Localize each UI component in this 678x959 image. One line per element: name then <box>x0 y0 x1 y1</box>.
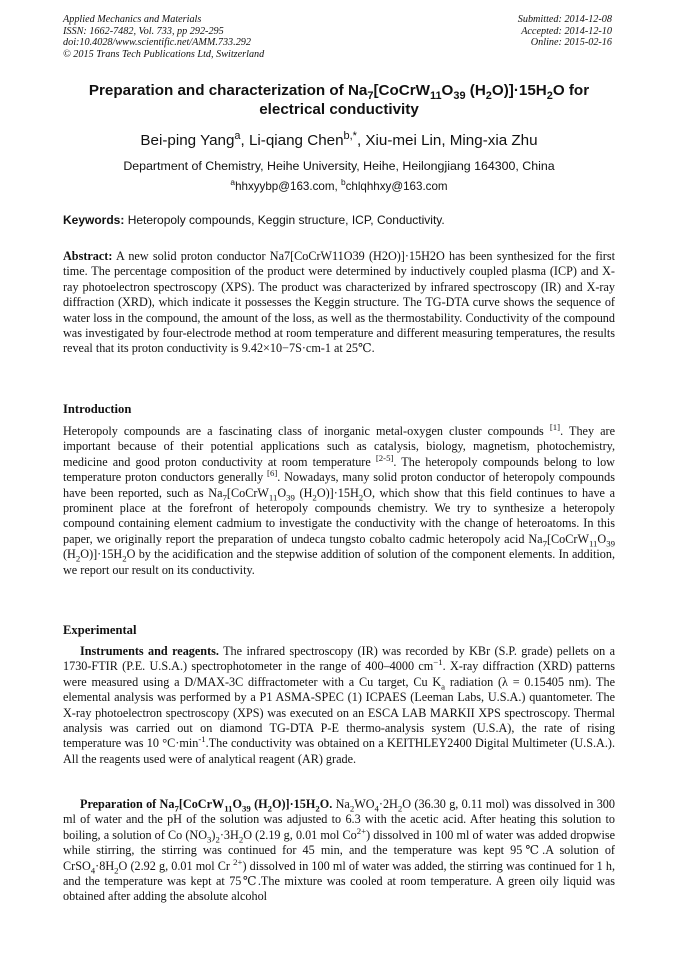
citation-ref: [1] <box>549 421 561 432</box>
journal-header-right <box>518 14 612 49</box>
keywords-label: Keywords: <box>63 213 125 227</box>
introduction-paragraph: Heteropoly compounds are a fascinating class of inorganic metal-oxygen cluster compounds [1]. They are important because of their potential applications such as catalysis, biology, magnetism, photochemistry, medicine and good proton conductivity at room temperature [2-5]. The heteropoly compounds belong to low temperature proton conductors generally [6]. Nowadays, many solid proton conductor of heteropoly compounds have been reported, such as $Na_7[CoCrW_{11}O_{39}$ $(H_2O)]\cdot 15H_2O$, which show that this field continues to have a prominent place at the forefront of heteropoly compounds chemistry. We try to synthesize a heteropoly compound containing element cadmium to investigate the conductivity with the change of heteroatoms. In this paper, we originally report the preparation of undeca tungsto cobalto cadmic heteropoly acid $Na_7[CoCrW_{11}O_{39}$ $(H_2O)]\cdot 15H_2O$ by the acidification and the stepwise addition of solution of the component elements. In addition, we report our result on its conductivity. <box>63 421 616 577</box>
issn-line: ISSN: 1662-7482, Vol. 733, pp 292-295 <box>63 25 224 37</box>
abstract-text: A new solid proton conductor Na7[CoCrW11O39 (H2O)]·15H2O has been synthesized for the first time. The percentage composition of the product were determined by inductively coupled plasma (ICP) and X-ray photoelectron spectroscopy (XPS). The product was characterized by infrared spectroscopy (IR) and X-ray diffraction (XRD), which indicate it possesses the Keggin structure. The TG-DTA curve shows the sequence of water loss in the compound, the amount of the loss, as well as the thermostability. Conductivity of the compound was investigated by four-electrode method at room temperature and different measuring temperatures, the results reveal that its proton conductivity is 9.42×10−7S·cm-1 at 25℃. <box>63 249 615 356</box>
accepted-date: Accepted: 2014-12-10 <box>521 25 612 37</box>
keywords-text: Heteropoly compounds, Keggin structure, ICP, Conductivity. <box>124 213 445 227</box>
copyright-line: © 2015 Trans Tech Publications Ltd, Switzerland <box>63 48 265 60</box>
author-list: Bei-ping Yang$^a$, Li-qiang Chen$^{b,*}$, Xiu-mei Lin, Ming-xia Zhu <box>140 129 538 149</box>
abstract <box>63 249 615 357</box>
abstract-label: Abstract: <box>63 249 113 263</box>
doi-line: doi:10.4028/www.scientific.net/AMM.733.292 <box>63 37 251 49</box>
journal-name: Applied Mechanics and Materials <box>63 14 202 25</box>
preparation-label: Preparation of $Na_7[CoCrW_{11}O_{39}$ $(H_2O)]\cdot 15H_2O$. <box>80 797 333 814</box>
instruments-paragraph: Instruments and reagents. The infrared spectroscopy (IR) was recorded by KBr (S.P. grade) pellets on a 1730-FTIR (P.E. U.S.A.) spectrophotometer in the range of 400–4000 $cm^{-1}$. X-ray diffraction (XRD) patterns were measured using a D/MAX-3C diffractometer with a Cu target, Cu $K_a$ radiation (λ = 0.15405 nm). The elemental analysis was performed by a P1 ASMA-SPEC (1) ICPAES (Leeman Labs, U.S.A.) quantometer. The X-ray photoelectron spectroscopy (XPS) was executed on an ESCA LAB MARKII XPS spectroscopy. Thermal analysis was carried out on diamond TG-DTA P-E thermo-analysis system (U.S.A), the rate of rising temperature was 10 $^\circ C\cdot\min^{-1}.The$ conductivity was obtained on a KEITHLEY2400 Digital Multimeter (U.S.A.). All the reagents used were of analytical reagent (AR) grade. <box>63 644 616 766</box>
journal-header-left <box>63 14 264 60</box>
paper-title: Preparation and characterization of $Na_7[CoCrW_{11}O_{39}$ $(H_2O)]\cdot 15H_2O$ for electrical conductivity <box>88 82 590 118</box>
instruments-label: Instruments and reagents. <box>80 644 219 658</box>
experimental-heading: Experimental <box>63 623 137 637</box>
citation-ref: [2-5] <box>375 452 394 463</box>
submitted-date: Submitted: 2014-12-08 <box>517 14 612 25</box>
keywords <box>63 213 615 227</box>
online-date: Online: 2015-02-16 <box>530 37 612 49</box>
introduction-heading: Introduction <box>63 402 132 416</box>
preparation-paragraph: Preparation of $Na_7[CoCrW_{11}O_{39}$ $(H_2O)]\cdot 15H_2O$. $Na_2WO_4\cdot 2H_2O$ (36.30 g, 0.11 mol) was dissolved in 300 ml of water and the pH of the solution was adjusted to 6.3 with the acetic acid. After heating this solution to boiling, a solution of Co $(NO_3)_2\cdot 3H_2O$ (2.19 g, 0.01 mol $Co^{2+}$) dissolved in 100 ml of water was added dropwise while stirring, the stirring was continued for 45 min, and the temperature was kept 95℃.A solution of $CrSO_4\cdot 8H_2O$ (2.92 g, 0.01 mol Cr $^{2+}$) dissolved in 100 ml of water was added, the stirring was continued for 1 h, and the temperature was kept at 75℃.The mixture was cooled at room temperature. A green oily liquid was obtained after adding the absolute alcohol <box>63 797 615 904</box>
affiliation: Department of Chemistry, Heihe University, Heihe, Heilongjiang 164300, China <box>123 159 555 173</box>
citation-ref: [6] <box>267 468 278 479</box>
author-emails: $^a$hhxyybp@163.com, $^b$chlqhhxy@163.com <box>230 177 448 193</box>
